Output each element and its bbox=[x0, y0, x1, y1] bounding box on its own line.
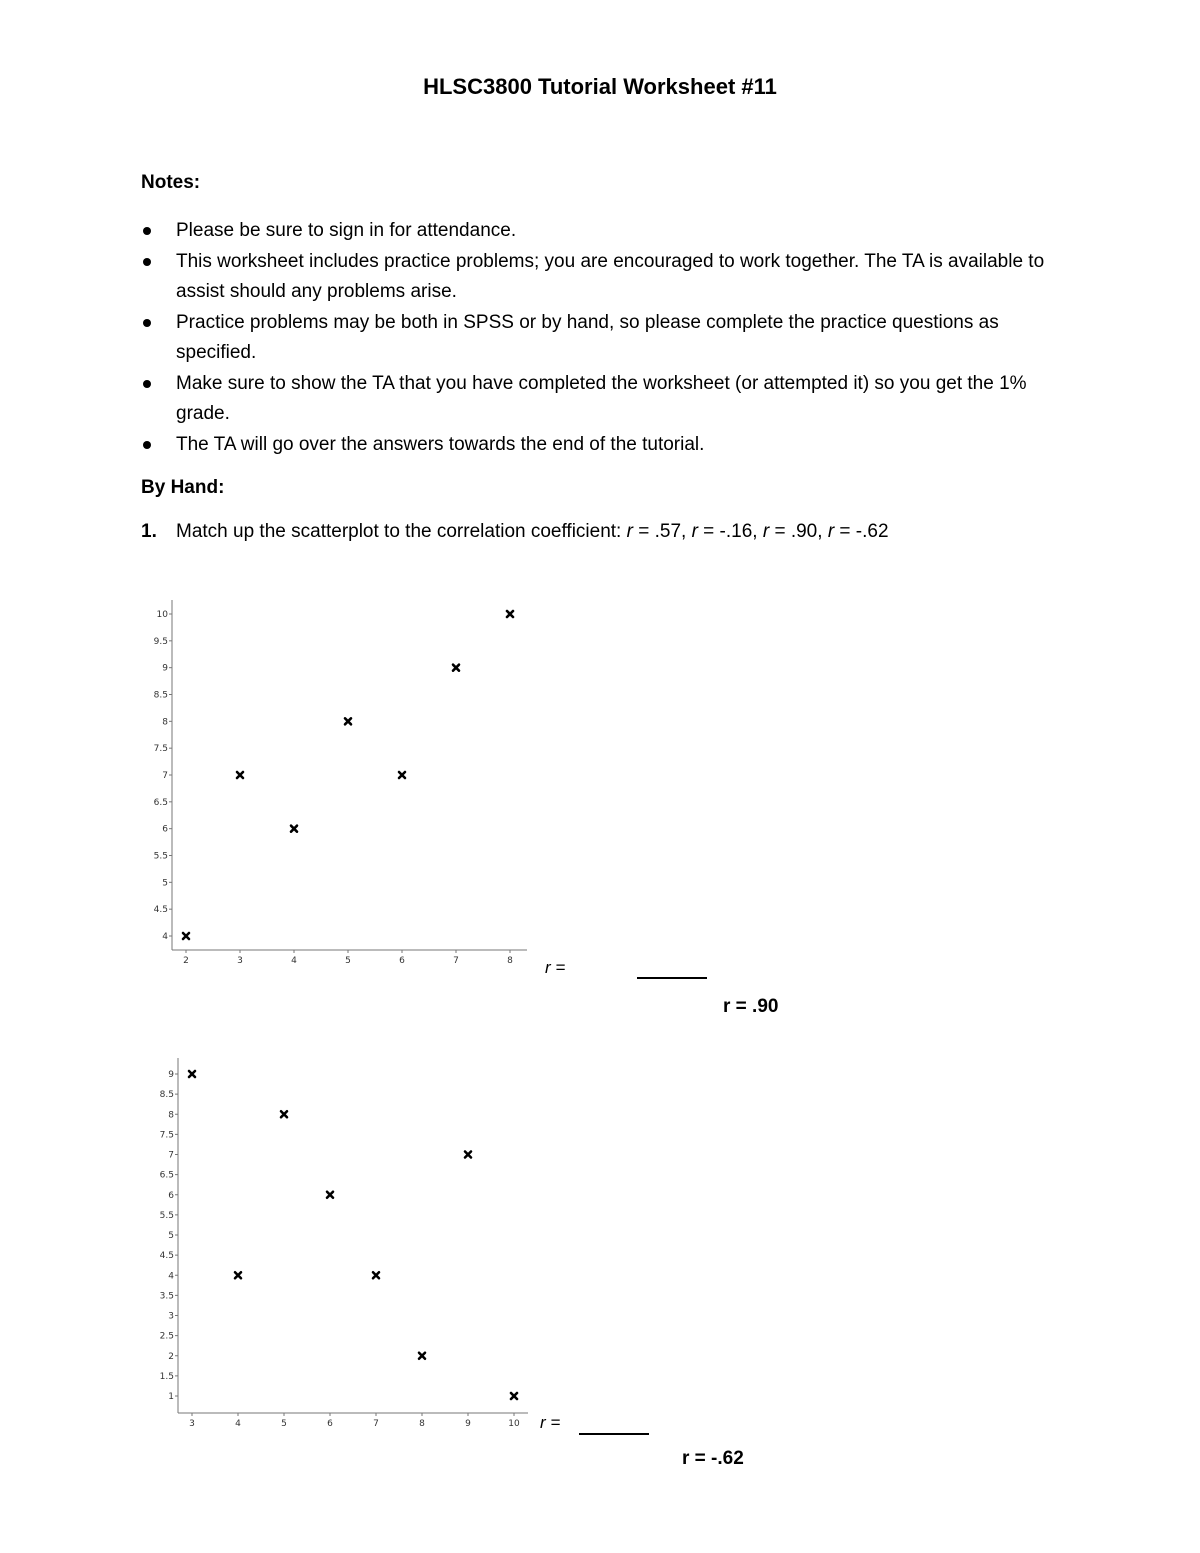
data-point bbox=[465, 1152, 471, 1158]
answer-blank-2[interactable] bbox=[579, 1433, 649, 1435]
y-tick-label: 6.5 bbox=[153, 797, 168, 808]
x-tick-label: 4 bbox=[235, 1419, 241, 1429]
question-prompt: Match up the scatterplot to the correlation coefficient: bbox=[176, 521, 622, 542]
r-option: = -.62 bbox=[834, 521, 889, 542]
y-tick-label: 3.5 bbox=[159, 1291, 174, 1302]
y-tick-label: 1 bbox=[168, 1392, 174, 1402]
x-tick-label: 7 bbox=[453, 956, 459, 966]
data-point bbox=[235, 1272, 241, 1278]
y-tick-label: 7.5 bbox=[159, 1130, 174, 1141]
y-tick-label: 1.5 bbox=[159, 1371, 174, 1382]
y-tick-label: 5 bbox=[162, 878, 168, 889]
x-tick-label: 3 bbox=[189, 1419, 195, 1429]
x-tick-label: 4 bbox=[291, 956, 297, 966]
y-tick-label: 4 bbox=[168, 1271, 174, 1282]
data-point bbox=[327, 1192, 333, 1198]
x-tick-label: 10 bbox=[508, 1419, 520, 1429]
data-point bbox=[281, 1111, 287, 1117]
x-tick-label: 6 bbox=[399, 956, 405, 966]
y-tick-label: 8 bbox=[168, 1110, 174, 1121]
y-tick-label: 6.5 bbox=[159, 1170, 174, 1181]
y-tick-label: 9 bbox=[162, 663, 168, 674]
x-tick-label: 8 bbox=[419, 1419, 425, 1429]
r-option: = .90, bbox=[769, 521, 828, 542]
x-tick-label: 2 bbox=[183, 956, 189, 966]
y-tick-label: 5.5 bbox=[159, 1210, 174, 1221]
data-point bbox=[511, 1393, 517, 1399]
r-option: = -.16, bbox=[697, 521, 763, 542]
r-prompt-1: r = bbox=[545, 958, 566, 977]
r-symbol: r bbox=[626, 521, 633, 542]
y-tick-label: 7 bbox=[162, 771, 168, 781]
y-tick-label: 6 bbox=[168, 1190, 174, 1201]
r-symbol: r bbox=[827, 521, 835, 542]
y-tick-label: 4 bbox=[162, 932, 168, 942]
y-tick-label: 9 bbox=[168, 1070, 174, 1080]
y-tick-label: 5.5 bbox=[153, 851, 168, 862]
r-symbol: r bbox=[691, 521, 698, 542]
y-tick-label: 3 bbox=[168, 1311, 174, 1322]
data-point bbox=[189, 1071, 195, 1077]
y-tick-label: 8.5 bbox=[159, 1090, 174, 1101]
y-tick-label: 8 bbox=[162, 717, 168, 728]
answer-1: r = .90 bbox=[723, 996, 779, 1017]
y-tick-label: 2 bbox=[168, 1351, 174, 1362]
y-tick-label: 4.5 bbox=[153, 905, 168, 916]
note-item: This worksheet includes practice problems; you are encouraged to work together. The TA is available to assist should any problems arise. bbox=[141, 247, 1061, 307]
r-option: = .57, bbox=[632, 521, 692, 542]
answer-2: r = -.62 bbox=[682, 1448, 744, 1469]
y-tick-label: 7 bbox=[168, 1150, 174, 1161]
y-tick-label: 2.5 bbox=[159, 1331, 174, 1342]
r-prompt-2: r = bbox=[540, 1413, 561, 1432]
data-point bbox=[419, 1353, 425, 1359]
note-item: The TA will go over the answers towards the end of the tutorial. bbox=[141, 430, 1061, 460]
x-tick-label: 7 bbox=[373, 1419, 379, 1429]
x-tick-label: 5 bbox=[345, 956, 351, 966]
note-item: Please be sure to sign in for attendance. bbox=[141, 216, 1061, 246]
y-tick-label: 7.5 bbox=[153, 744, 168, 755]
y-tick-label: 6 bbox=[162, 824, 168, 835]
page-title: HLSC3800 Tutorial Worksheet #11 bbox=[423, 74, 777, 99]
r-symbol: r bbox=[762, 521, 770, 542]
note-item: Make sure to show the TA that you have completed the worksheet (or attempted it) so you get the 1% grade. bbox=[141, 369, 1061, 429]
question-number: 1. bbox=[141, 521, 157, 542]
y-tick-label: 4.5 bbox=[159, 1251, 174, 1262]
y-tick-label: 5 bbox=[168, 1231, 174, 1241]
x-tick-label: 9 bbox=[465, 1419, 471, 1429]
y-tick-label: 8.5 bbox=[153, 690, 168, 701]
x-tick-label: 8 bbox=[507, 956, 513, 966]
x-tick-label: 6 bbox=[327, 1419, 333, 1429]
y-tick-label: 10 bbox=[156, 610, 168, 620]
data-point bbox=[373, 1272, 379, 1278]
x-tick-label: 5 bbox=[281, 1419, 287, 1429]
y-tick-label: 9.5 bbox=[153, 636, 168, 647]
by-hand-heading: By Hand: bbox=[141, 477, 225, 498]
notes-heading: Notes: bbox=[141, 172, 201, 193]
x-tick-label: 3 bbox=[237, 956, 243, 966]
note-item: Practice problems may be both in SPSS or by hand, so please complete the practice questions as specified. bbox=[141, 308, 1061, 368]
